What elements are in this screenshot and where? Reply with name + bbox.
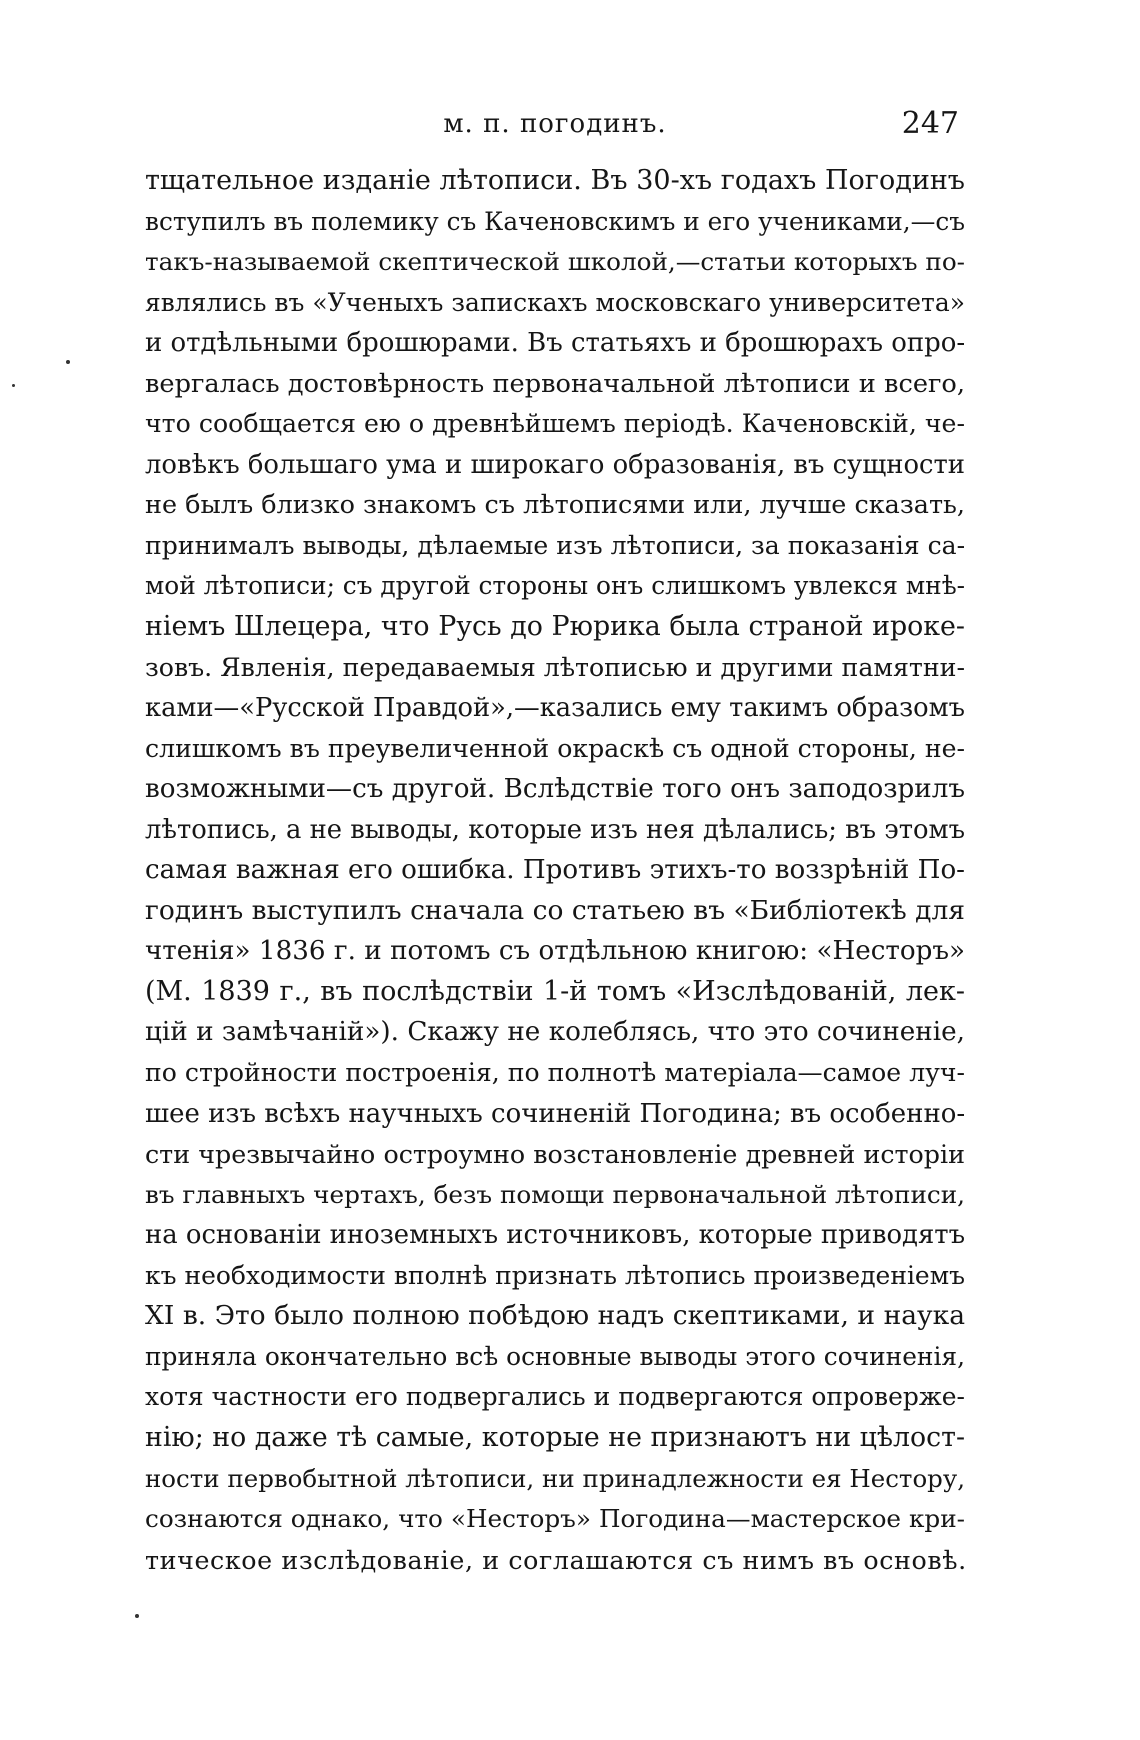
text-line: тщательное изданіе лѣтописи. Въ 30-хъ годахъ Погодинъ	[145, 165, 965, 196]
text-line: лѣтопись, а не выводы, которые изъ нея дѣлались; въ этомъ	[145, 814, 966, 845]
text-line: XI в. Это было полною побѣдою надъ скептиками, и наука	[145, 1300, 965, 1332]
text-line: на основаніи иноземныхъ источниковъ, которые приводятъ	[145, 1220, 966, 1251]
text-line: слишкомъ въ преувеличенной окраскѣ съ одной стороны, не-	[145, 733, 965, 763]
scan-speck	[135, 1614, 139, 1618]
text-line: въ главныхъ чертахъ, безъ помощи первоначальной лѣтописи,	[145, 1179, 966, 1209]
text-line: и отдѣльными брошюрами. Въ статьяхъ и брошюрахъ опро-	[145, 328, 966, 359]
text-line: по стройности построенія, по полнотѣ матеріала—самое луч-	[145, 1058, 965, 1088]
scan-speck	[66, 360, 70, 364]
text-line: зовъ. Явленія, передаваемыя лѣтописью и другими памятни-	[145, 652, 965, 682]
text-line: ками—«Русской Правдой»,—казались ему такимъ образомъ	[145, 693, 965, 724]
text-line: самая важная его ошибка. Противъ этихъ-то воззрѣній По-	[145, 855, 965, 886]
body-text	[145, 161, 965, 1580]
text-line: годинъ выступилъ сначала со статьею въ «Библіотекѣ для	[145, 894, 965, 926]
text-line: ніемъ Шлецера, что Русь до Рюрика была страной ироке-	[145, 611, 965, 643]
text-line: приняла окончательно всѣ основные выводы этого сочиненія,	[145, 1341, 965, 1371]
running-title: м. п. погодинъ.	[443, 109, 667, 139]
text-line: ловѣкъ большаго ума и широкаго образованія, въ сущности	[145, 449, 965, 480]
text-line-last: тическое изслѣдованіе, и соглашаются съ нимъ въ основѣ.	[145, 1544, 967, 1575]
text-line: ности первобытной лѣтописи, ни принадлежности ея Нестору,	[145, 1463, 965, 1493]
text-line: вергалась достовѣрность первоначальной лѣтописи и всего,	[145, 368, 965, 399]
text-line: шее изъ всѣхъ научныхъ сочиненій Погодина; въ особенно-	[145, 1098, 966, 1129]
text-line: что сообщается ею о древнѣйшемъ періодѣ. Каченовскій, че-	[145, 409, 965, 439]
text-line: хотя частности его подвергались и подвергаются опроверже-	[145, 1382, 965, 1412]
text-line: принималъ выводы, дѣлаемые изъ лѣтописи, за показанія са-	[145, 530, 966, 560]
text-line: возможными—съ другой. Вслѣдствіе того онъ заподозрилъ	[145, 774, 965, 805]
text-line: такъ-называемой скептической школой,—статьи которыхъ по-	[145, 247, 965, 277]
text-line: къ необходимости вполнѣ признать лѣтопись произведеніемъ	[145, 1260, 965, 1290]
scan-speck	[12, 384, 15, 387]
text-line: сознаются однако, что «Несторъ» Погодина—мастерское кри-	[145, 1504, 965, 1534]
text-line: не былъ близко знакомъ съ лѣтописями или, лучше сказать,	[145, 490, 965, 521]
text-line: цій и замѣчаній»). Скажу не колеблясь, что это сочиненіе,	[145, 1017, 965, 1048]
text-line: сти чрезвычайно остроумно возстановленіе древней исторіи	[145, 1139, 965, 1170]
running-head	[145, 102, 965, 146]
text-line: (М. 1839 г., въ послѣдствіи 1-й томъ «Изслѣдованій, лек-	[145, 975, 965, 1007]
text-line: мой лѣтописи; съ другой стороны онъ слишкомъ увлекся мнѣ-	[145, 571, 966, 601]
text-line: вступилъ въ полемику съ Каченовскимъ и его учениками,—съ	[145, 206, 965, 236]
text-line: чтенія» 1836 г. и потомъ съ отдѣльною книгою: «Несторъ»	[145, 936, 965, 967]
text-line: нію; но даже тѣ самые, которые не признаютъ ни цѣлост-	[145, 1421, 965, 1453]
page-number: 247	[901, 106, 959, 141]
text-line: являлись въ «Ученыхъ запискахъ московскаго университета»	[145, 287, 965, 317]
